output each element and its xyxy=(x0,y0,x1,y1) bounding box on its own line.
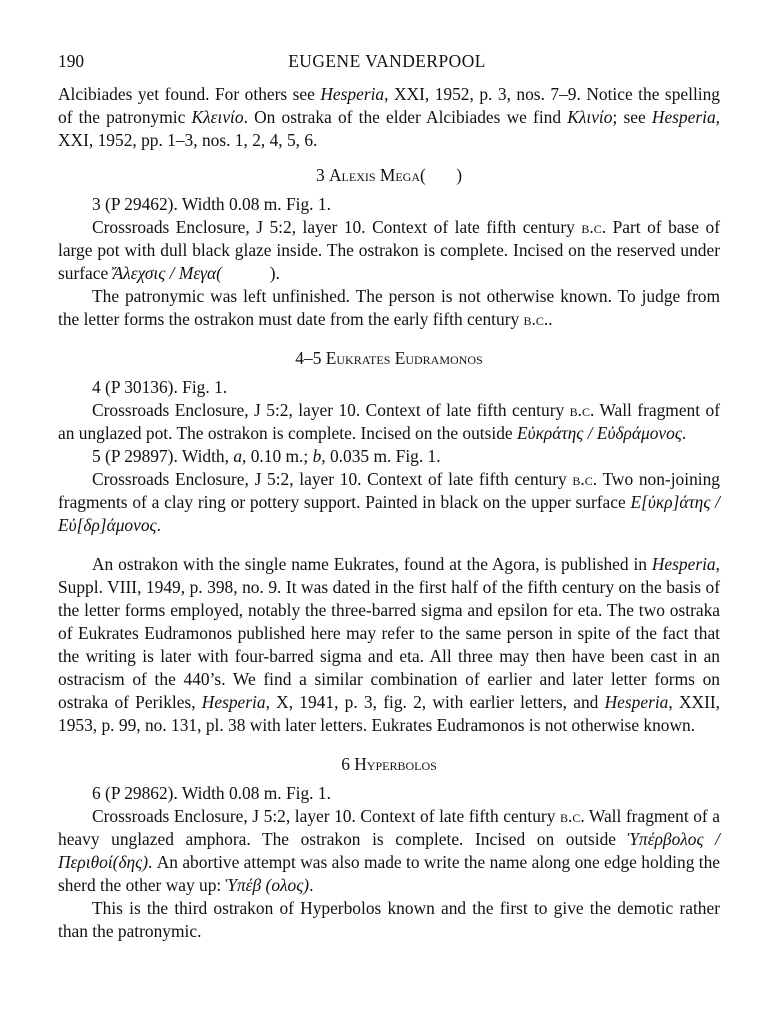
description-6: Crossroads Enclosure, J 5:2, layer 10. Context of late fifth century b.c. Wall fragment of a heavy unglazed amphora. The ostrakon is complete. Incised on outside Ὑπέρβολος / Περιθοί(δης). An abortive attempt was also made to write the name along one edge holding the sherd the other way up: Ὑπέβ (ολος). xyxy=(58,806,720,895)
section-heading-6: 6 Hyperbolos xyxy=(341,754,437,774)
section-heading-4-5: 4–5 Eukrates Eudramonos xyxy=(295,348,483,368)
intro-paragraph: Alcibiades yet found. For others see Hesperia, XXI, 1952, p. 3, nos. 7–9. Notice the spelling of the patronymic Κλεινίο. On ostraka of the elder Alcibiades we find Κλινίο; see Hesperia, XXI, 1952, pp. 1–3, nos. 1, 2, 4, 5, 6. xyxy=(58,84,721,150)
commentary-4-5: An ostrakon with the single name Eukrates, found at the Agora, is published in Hesperia, Suppl. VIII, 1949, p. 398, no. 9. It was dated in the first half of the fifth century on the basis of the letter forms employed, notably the three-barred sigma and epsilon for eta. The two ostraka of Eukrates Eudramonos published here may refer to the same person in spite of the fact that the writing is later with four-barred sigma and eta. All three may then have been cast in an ostracism of the 440’s. We find a similar combination of earlier and later letter forms on ostraka of Perikles, Hesperia, X, 1941, p. 3, fig. 2, with earlier letters, and Hesperia, XXII, 1953, p. 99, no. 131, pl. 38 with later letters. Eukrates Eudramonos is not otherwise known. xyxy=(58,554,721,735)
catalog-entry-5: 5 (P 29897). Width, a, 0.10 m.; b, 0.035 m. Fig. 1. xyxy=(92,446,441,466)
catalog-entry-4: 4 (P 30136). Fig. 1. xyxy=(92,377,228,397)
description-3: Crossroads Enclosure, J 5:2, layer 10. Context of late fifth century b.c. Part of base of large pot with dull black glaze inside. The ostrakon is complete. Incised on the reserved under surface Ἄλεχσις / Μεγα( ). xyxy=(58,217,721,283)
section-heading-3: 3 Alexis Mega( ) xyxy=(315,165,463,185)
page-number: 190 xyxy=(58,51,85,71)
catalog-entry-6: 6 (P 29862). Width 0.08 m. Fig. 1. xyxy=(92,783,331,803)
commentary-6: This is the third ostrakon of Hyperbolos known and the first to give the demotic rather than the patronymic. xyxy=(58,898,720,941)
description-4: Crossroads Enclosure, J 5:2, layer 10. Context of late fifth century b.c. Wall fragment of an unglazed pot. The ostrakon is complete. Incised on the outside Εὐκράτης / Εὐδράμονος. xyxy=(58,400,721,443)
commentary-3: The patronymic was left unfinished. The person is not otherwise known. To judge from the letter forms the ostrakon must date from the early fifth century b.c.. xyxy=(58,286,720,329)
description-5: Crossroads Enclosure, J 5:2, layer 10. Context of late fifth century b.c. Two non-joining fragments of a clay ring or pottery support. Painted in black on the upper surface Ε[ὐκρ]άτης / Εὐ[δρ]άμονος. xyxy=(58,469,721,535)
catalog-entry-3: 3 (P 29462). Width 0.08 m. Fig. 1. xyxy=(92,194,331,214)
page xyxy=(58,50,720,943)
running-header xyxy=(58,50,720,73)
running-title: EUGENE VANDERPOOL xyxy=(288,51,486,71)
